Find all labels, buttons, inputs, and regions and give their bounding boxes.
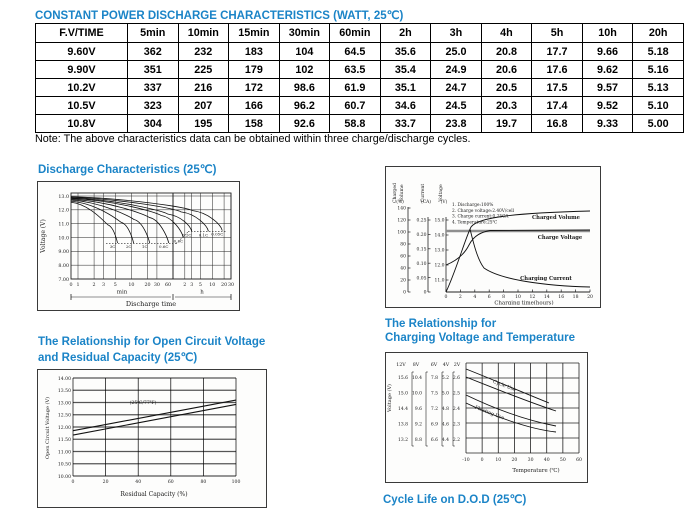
scale-tick: 7.2 [430,407,438,412]
scale-tick: 10.0 [411,391,422,397]
x-axis-title: Residual Capacity (%) [120,491,188,498]
x-tick-label: 60 [164,283,172,288]
x-tick-label: 20 [587,295,593,300]
label-charging-current: Charging Current [520,276,572,282]
table-header-cell: 60min [330,24,381,43]
curve-label: 0.6C [159,244,169,250]
table-cell: 24.5 [431,97,482,115]
scale-header-4V: 4V [442,363,450,368]
table-cell: 9.57 [582,79,633,97]
scale-tick: 4.4 [441,438,449,443]
x-tick-label: 10 [209,283,216,288]
x-tick-label: 0 [71,480,75,485]
table-cell: 17.6 [532,61,583,79]
y-tick-label: 12.50 [57,413,71,419]
x-tick-label: 12 [529,295,536,300]
voltage-tick: 15.0 [434,218,445,224]
condition-line: 3. Charge current:0.25CA [452,214,509,220]
table-cell: 9.60V [36,43,128,61]
section-title-cycle-life: Cycle Life on D.O.D (25℃) [383,494,527,506]
table-header-cell: 5min [128,24,179,43]
discharge-curve-0.1C [71,197,208,231]
table-cell: 166 [229,97,280,115]
table-cell: 17.4 [532,97,583,115]
section-title-discharge: Discharge Characteristics (25℃) [38,164,217,176]
scale-tick: 7.5 [430,391,438,397]
table-header-cell: 10h [582,24,633,43]
y-tick-label: 13.00 [57,401,71,407]
table-cell: 172 [229,79,280,97]
table-cell: 158 [229,115,280,133]
y-axis-title: Voltage (V) [40,219,47,253]
table-header-cell: 15min [229,24,280,43]
x-tick-label: 30 [153,283,160,288]
table-cell: 34.6 [380,97,431,115]
table-cell: 5.00 [633,115,684,133]
label-charged-volume: Charged Volume [532,215,580,221]
y-tick-label: 12.00 [57,425,71,431]
table-cell: 60.7 [330,97,381,115]
curve-label: 0.3C [173,238,184,244]
x-axis-title: Temperature (℃) [512,468,560,474]
table-note: Note: The above characteristics data can be obtained within three charge/discharge cycles. [35,133,471,145]
table-cell: 98.6 [279,79,330,97]
current-tick: 0.05 [416,276,427,282]
y-tick-label: 8.00 [58,263,69,269]
table-cell: 16.8 [532,115,583,133]
curve-label: 2C [125,244,132,250]
x-tick-label: 2 [183,283,187,288]
axis-name-volume: Volume [400,184,405,202]
x-tick-label: 20 [102,480,109,485]
label-floating-use: Floating Use [473,405,505,422]
table-cell: 104 [279,43,330,61]
constant-power-table [35,23,684,133]
condition-line: 4. Temperature:25℃ [452,220,498,226]
table-cell: 10.8V [36,115,128,133]
y-tick-label: 13.50 [57,389,71,395]
table-cell: 323 [128,97,179,115]
y-tick-label: 13.0 [58,194,69,200]
table-header-cell: F.V/TIME [36,24,128,43]
scale-tick: 8.8 [414,438,422,443]
x-tick-label: 0 [480,458,484,463]
axis-unit-percent: (%) [396,200,404,205]
table-cell: 9.62 [582,61,633,79]
table-cell: 35.1 [380,79,431,97]
y-tick-label: 14.00 [57,376,71,382]
section-title-cvt-2: Charging Voltage and Temperature [385,332,575,344]
x-tick-label: 10 [128,283,135,288]
scale-tick: 7.8 [430,376,438,381]
volume-tick: 140 [397,206,406,212]
y-tick-label: 10.00 [57,474,71,480]
volume-tick: 120 [397,218,406,224]
table-cell: 5.10 [633,97,684,115]
table-header-cell: 10min [178,24,229,43]
x-tick-label: 40 [135,480,142,485]
table-cell: 20.8 [481,43,532,61]
x-tick-label: 0 [444,295,448,300]
x-tick-label: 5 [198,283,202,288]
scale-header-6V: 6V [430,363,438,368]
x-tick-label: 0 [69,283,73,288]
table-cell: 351 [128,61,179,79]
discharge-curve-1C [71,200,150,243]
x-axis-title: Charging time(hours) [494,300,554,305]
table-row [36,61,684,79]
scale-tick: 10.4 [411,376,422,381]
x-tick-label: 2 [458,295,462,300]
condition-line: 1. Discharge:100% [452,203,494,208]
current-tick: 0.25 [416,218,427,224]
x-axis-title: Discharge time [125,300,177,308]
scale-header-12V: 12V [396,363,406,368]
y-tick-label: 10.50 [57,462,71,468]
scale-tick: 15.0 [397,391,408,397]
x-tick-label: 60 [576,458,582,463]
scale-tick: 5.2 [441,376,449,381]
charge-chart-svg [386,167,598,305]
table-header-cell: 3h [431,24,482,43]
table-head [36,24,684,43]
x-tick-label: 40 [543,458,550,463]
current-tick: 0.10 [416,261,427,267]
x-tick-label: 18 [572,295,579,300]
charge-characteristics-chart [385,166,601,308]
x-tick-label: 5 [113,283,117,288]
section-title-ocv-2: and Residual Capacity (25℃) [38,352,198,364]
y-tick-label: 11.50 [57,438,71,444]
x-tick-label: 20 [511,458,518,463]
table-cell: 304 [128,115,179,133]
volume-tick: 80 [400,242,406,248]
scale-tick: 4.6 [441,422,449,428]
curve-label: 0.2C [182,232,192,238]
label-cycle-use: Cycle Use [491,379,517,394]
x-tick-label: 14 [543,295,550,300]
table-cell: 20.5 [481,79,532,97]
table-cell: 96.2 [279,97,330,115]
table-cell: 9.90V [36,61,128,79]
table-cell: 183 [229,43,280,61]
scale-tick: 6.6 [430,438,438,443]
scale-tick: 5.0 [441,391,449,397]
scale-tick: 2.2 [452,438,460,443]
x-tick-label: 80 [200,480,207,485]
cvt-chart-svg [386,353,585,480]
y-tick-label: 7.00 [58,277,69,283]
x-tick-label: 50 [559,458,566,463]
table-header-cell: 20h [633,24,684,43]
x-tick-label: 60 [167,480,174,485]
table-header-cell: 4h [481,24,532,43]
curve-label: 3C [109,244,116,250]
voltage-tick: 14.0 [434,233,445,239]
current-tick: 0.15 [416,247,427,253]
table-cell: 24.7 [431,79,482,97]
cycle-use-line-lower [466,377,556,411]
ocv-chart-svg [38,370,264,505]
table-cell: 17.5 [532,79,583,97]
scale-tick: 4.8 [441,407,449,412]
table-row [36,43,684,61]
table-cell: 195 [178,115,229,133]
table-header-cell: 5h [532,24,583,43]
voltage-tick: 11.0 [434,278,445,284]
x-tick-label: 3 [190,283,194,288]
discharge-chart-svg [38,182,237,308]
table-row [36,97,684,115]
curve-label: 0.1C [198,232,209,238]
table-header-cell: 30min [279,24,330,43]
table-cell: 17.7 [532,43,583,61]
y-tick-label: 12.0 [58,208,69,214]
axis-name-current: Current [421,183,426,203]
table-cell: 225 [178,61,229,79]
table-cell: 5.13 [633,79,684,97]
axis-name-charged: Charged [393,182,398,204]
curve-label: 0.05C [211,231,224,237]
table-cell: 9.66 [582,43,633,61]
y-axis-title: Voltage (V) [387,383,393,413]
x-unit-min: min [116,289,128,296]
scale-tick: 2.4 [452,407,460,412]
annotation-temp: (25℃/77℉) [129,401,157,406]
volume-tick: 40 [400,266,406,272]
table-cell: 232 [178,43,229,61]
table-cell: 10.2V [36,79,128,97]
table-cell: 23.8 [431,115,482,133]
volume-tick: 0 [403,290,406,296]
table-row [36,79,684,97]
scale-header-2V: 2V [453,363,461,368]
x-tick-label: 20 [144,283,151,288]
axis-unit-v: (V) [440,200,448,205]
y-tick-label: 10.0 [58,236,69,242]
table-cell: 20.6 [481,61,532,79]
scale-tick: 9.2 [414,422,422,428]
table-cell: 25.0 [431,43,482,61]
table-cell: 58.8 [330,115,381,133]
discharge-curve-2C [71,201,134,243]
table-cell: 63.5 [330,61,381,79]
table-body [36,43,684,133]
table-cell: 5.16 [633,61,684,79]
section-title-cvt-1: The Relationship for [385,318,497,330]
x-unit-h: h [200,289,204,296]
table-cell: 19.7 [481,115,532,133]
section-title-ocv-1: The Relationship for Open Circuit Voltage [38,336,266,348]
x-tick-label: -10 [462,458,470,463]
x-tick-label: 2 [92,283,96,288]
table-cell: 64.5 [330,43,381,61]
table-row [36,115,684,133]
y-axis-title: Open Circuit Voltage (V) [45,396,51,460]
curve-label: 1C [141,244,148,250]
volume-tick: 100 [397,230,406,236]
x-tick-label: 16 [558,295,565,300]
x-tick-label: 8 [502,295,506,300]
current-tick: 0 [423,290,427,296]
scale-header-8V: 8V [412,363,420,368]
table-cell: 102 [279,61,330,79]
table-cell: 9.52 [582,97,633,115]
table-cell: 35.4 [380,61,431,79]
table-cell: 362 [128,43,179,61]
axis-unit-ca: (CA) [421,200,431,205]
ocv-line-lower [73,404,236,435]
page-title: CONSTANT POWER DISCHARGE CHARACTERISTICS (WATT, 25℃) [35,10,404,22]
current-tick: 0.20 [416,233,427,239]
table-cell: 35.6 [380,43,431,61]
table-cell: 337 [128,79,179,97]
table-cell: 10.5V [36,97,128,115]
scale-tick: 15.6 [397,376,408,381]
scale-tick: 6.9 [430,422,438,428]
volume-tick: 20 [400,278,406,284]
discharge-characteristics-chart [37,181,240,311]
scale-tick: 14.4 [397,407,408,412]
scale-tick: 2.5 [452,391,460,397]
table-cell: 20.3 [481,97,532,115]
x-tick-label: 3 [101,283,106,288]
table-cell: 179 [229,61,280,79]
scale-tick: 13.8 [397,422,408,428]
x-tick-label: 1 [76,283,80,288]
voltage-tick: 12.0 [434,263,445,269]
table-cell: 24.9 [431,61,482,79]
voltage-tick: 13.0 [434,248,445,254]
scale-tick: 2.6 [452,376,460,381]
x-tick-label: 10 [515,295,521,300]
table-cell: 207 [178,97,229,115]
x-tick-label: 20 [221,283,228,288]
volume-tick: 60 [400,254,406,260]
table-header-cell: 2h [380,24,431,43]
table-cell: 61.9 [330,79,381,97]
scale-tick: 13.2 [397,438,408,443]
scale-tick: 9.6 [414,407,422,412]
x-tick-label: 30 [227,283,235,288]
table-cell: 5.18 [633,43,684,61]
y-tick-label: 9.00 [58,250,69,256]
x-tick-label: 30 [527,458,534,463]
x-tick-label: 10 [495,458,502,463]
table-cell: 9.33 [582,115,633,133]
x-tick-label: 4 [473,295,477,300]
y-tick-label: 11.0 [58,222,69,228]
axis-name-voltage: Voltage [439,184,444,202]
y-tick-label: 11.00 [57,450,71,456]
table-cell: 33.7 [380,115,431,133]
label-charge-voltage: Charge Voltage [537,235,583,241]
table-cell: 92.6 [279,115,330,133]
condition-line: 2. Charge voltage:2.40V/cell [452,208,515,214]
x-tick-label: 6 [487,295,491,300]
x-tick-label: 100 [231,480,241,485]
table-cell: 216 [178,79,229,97]
charging-voltage-temperature-chart [385,352,588,483]
scale-tick: 2.3 [452,422,460,428]
ocv-residual-capacity-chart [37,369,267,508]
